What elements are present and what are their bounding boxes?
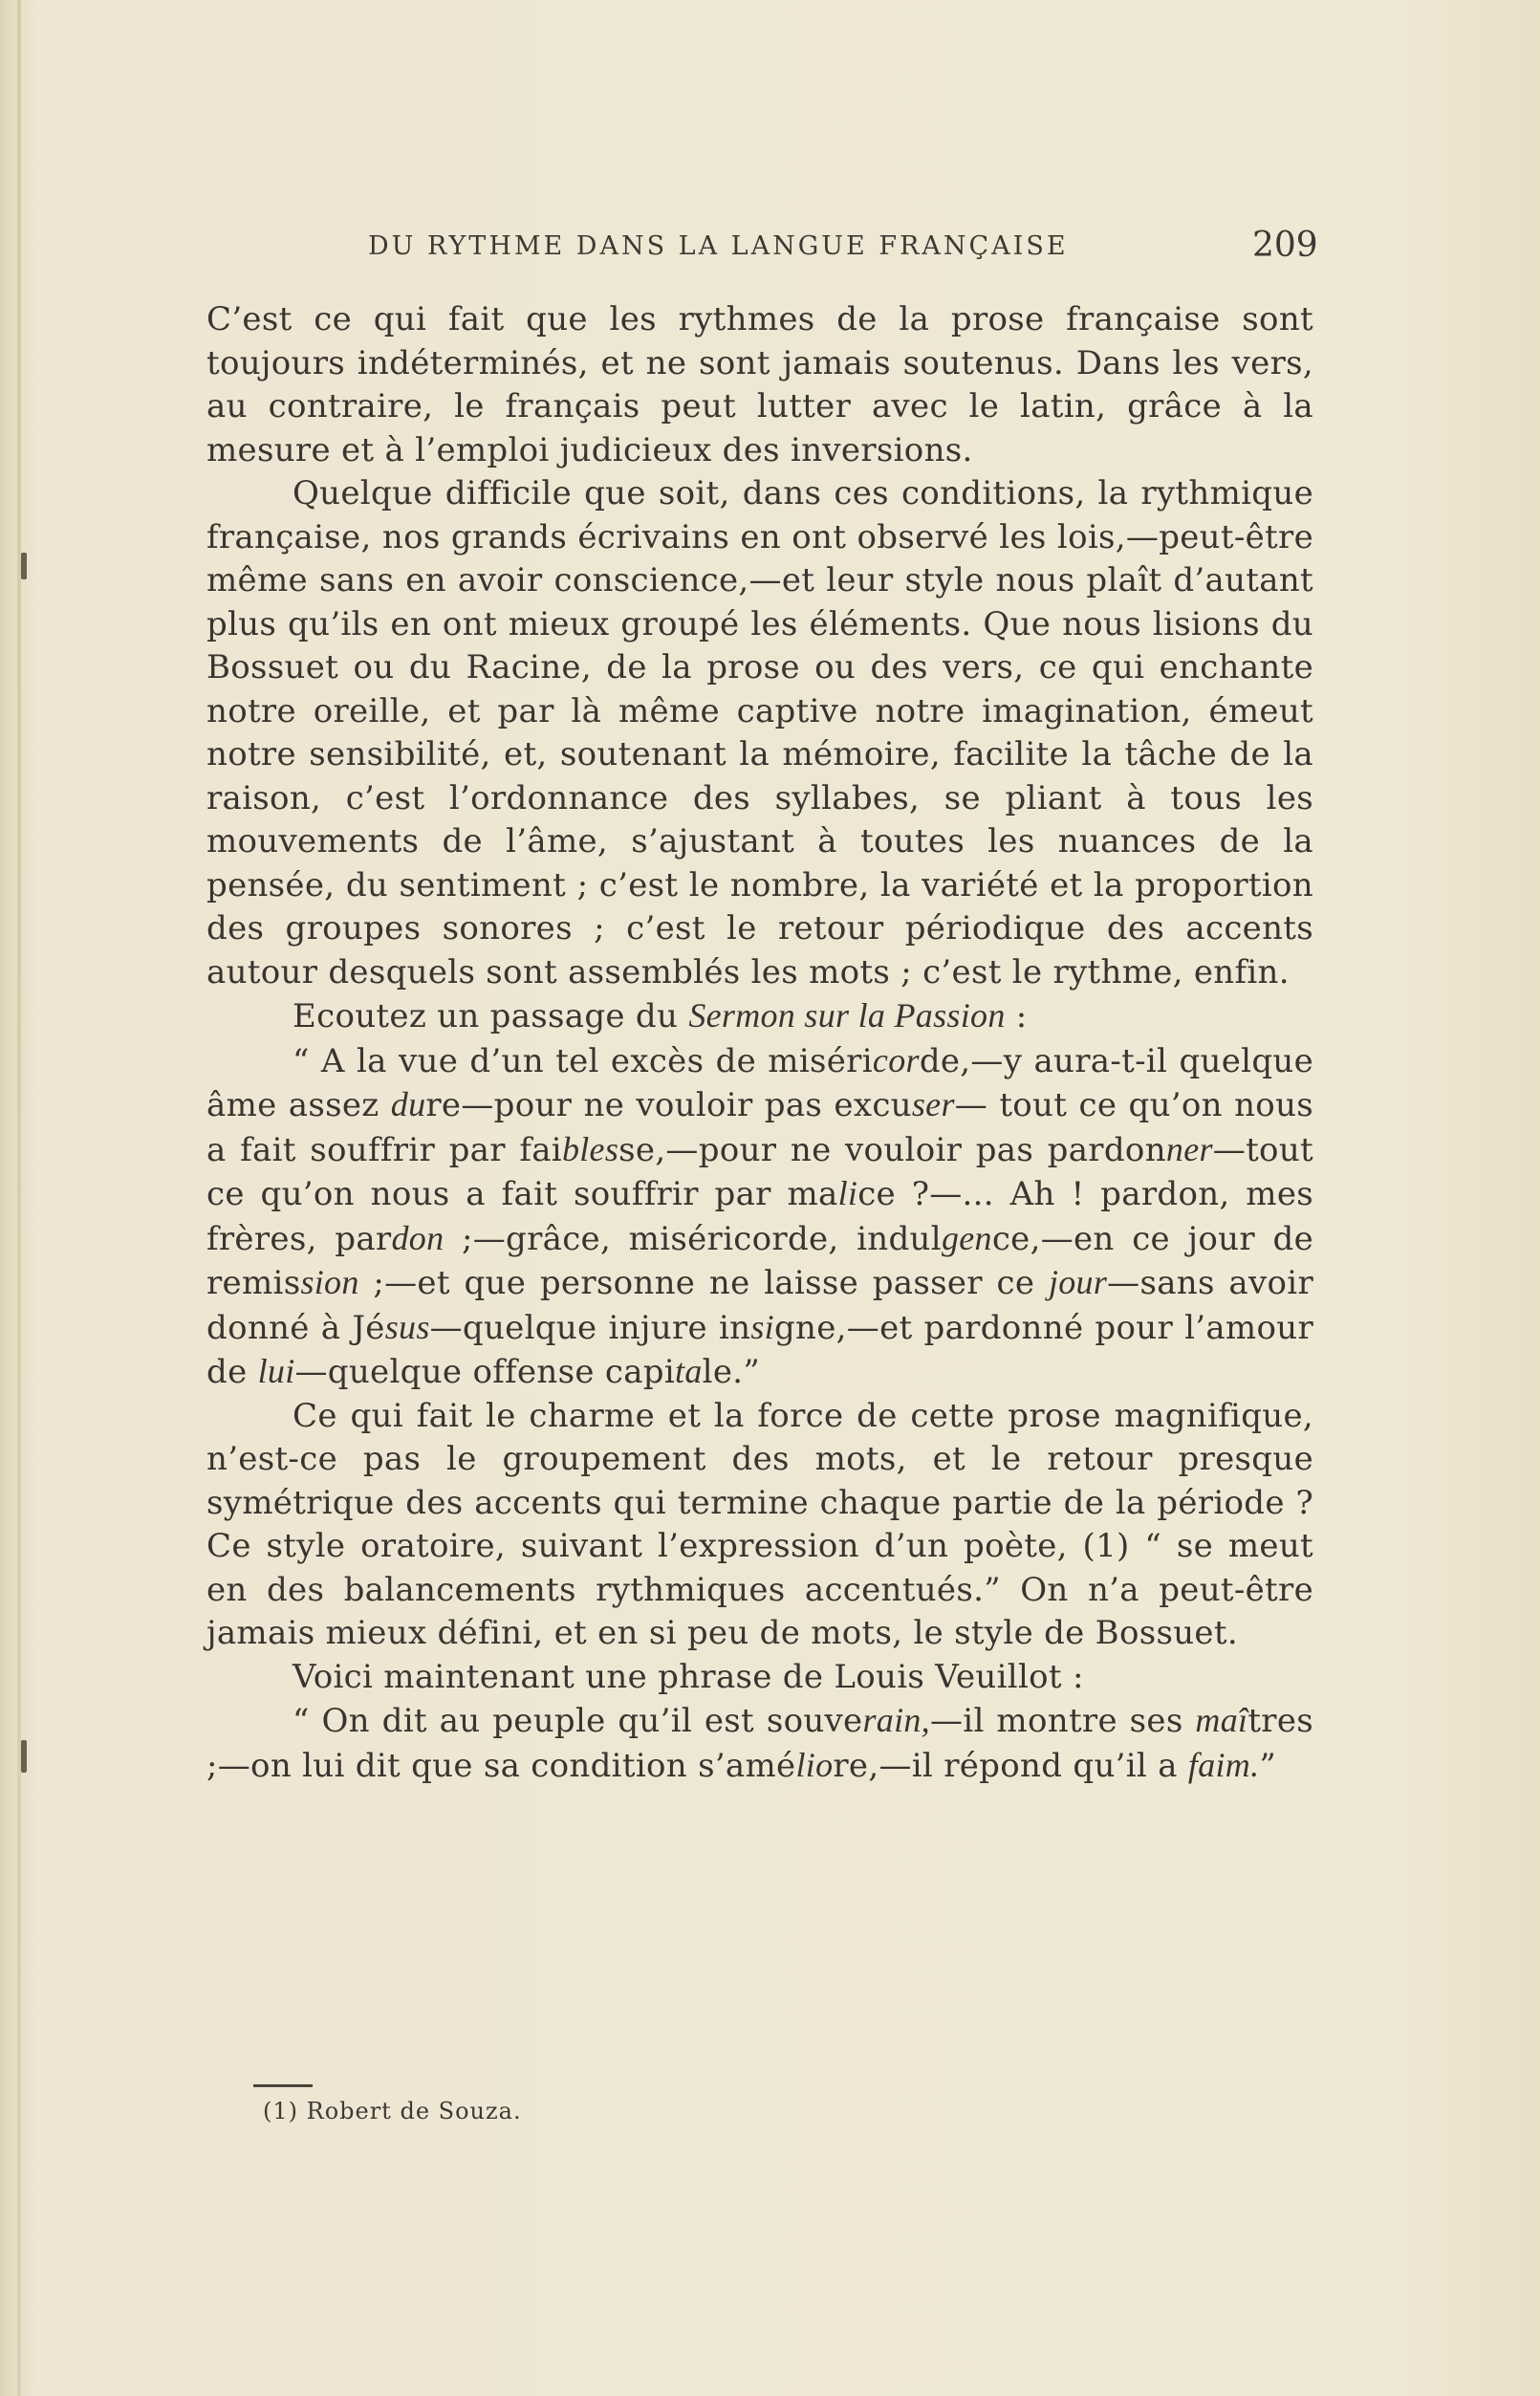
accented-syllable: lio	[795, 1745, 834, 1784]
quote-text: —il montre ses	[929, 1702, 1196, 1740]
quote-text: ;—et que personne ne laisse passer ce	[358, 1264, 1049, 1302]
accented-syllable: maî	[1195, 1701, 1248, 1739]
quote-text: —tout ce qu’on nous a fait souffrir par ma	[206, 1130, 1313, 1213]
accented-syllable: bles	[561, 1129, 619, 1168]
paragraph-3	[206, 994, 1313, 1039]
accented-syllable: du	[390, 1085, 426, 1123]
accented-syllable: faim.	[1187, 1745, 1260, 1784]
paragraph-3-tail: :	[1005, 997, 1028, 1035]
quote-text: “ On dit au peuple qu’il est souve	[293, 1702, 863, 1740]
quote-text: —quelque injure in	[429, 1308, 751, 1347]
paragraph-1: C’est ce qui fait que les rythmes de la prose française sont toujours indéterminés, et ne sont jamais soutenus. Dans les vers, au contraire, le français peut lutter avec le latin, grâce à la mesure et à l’emploi judicieux des inversions.	[206, 300, 1313, 469]
accented-syllable: sus	[384, 1307, 430, 1346]
quote-text: ce ?—... Ah ! pardon, mes frères, par	[206, 1175, 1313, 1258]
paragraph-5: Voici maintenant une phrase de Louis Veuillot :	[293, 1657, 1084, 1696]
accented-syllable: ta	[675, 1352, 703, 1390]
accented-syllable: jour	[1048, 1263, 1108, 1301]
accented-syllable: ner	[1165, 1129, 1213, 1168]
quote-text: —quelque offense capi	[294, 1353, 676, 1391]
quote-text: le.”	[702, 1353, 761, 1391]
quote-text: se,—pour ne vouloir pas pardon	[618, 1130, 1166, 1169]
running-head	[206, 226, 1318, 268]
accented-syllable: cor	[872, 1040, 920, 1079]
paragraph-3-lead: Ecoutez un passage du	[293, 997, 689, 1035]
quote-text: — tout ce qu’on nous a fait souffrir par fai	[206, 1086, 1314, 1169]
binding-gutter	[17, 0, 21, 2396]
paragraph-4: Ce qui fait le charme et la force de cette prose magnifique, n’est-ce pas le groupement des mots, et le retour presque symétrique des accents qui termine chaque partie de la période ? Ce style oratoire, suivant l’expression d’un poète, (1) “ se meut en des balancements rythmiques accentués.” On n’a peut-être jamais mieux défini, et en si peu de mots, le style de Bossuet.	[206, 1396, 1313, 1652]
quote-text: gne,—et pardonné pour l’amour de	[206, 1308, 1313, 1391]
quote-text: ce,—en ce jour de remis	[206, 1219, 1313, 1302]
accented-syllable: li	[837, 1174, 858, 1212]
quote-text: de,—y aura-t-il quelque âme assez	[206, 1041, 1314, 1124]
quote-text: ”	[1259, 1746, 1277, 1785]
accented-syllable: lui	[257, 1352, 295, 1390]
paragraph-2: Quelque difficile que soit, dans ces conditions, la rythmique française, nos grands écrivains en ont observé les lois,—peut-être même sans en avoir conscience,—et leur style nous plaît d’autant plus qu’ils en ont mieux groupé les éléments. Que nous lisions du Bossuet ou du Racine, de la prose ou des vers, ce qui enchante notre oreille, et par là même captive notre imagination, émeut notre sensibilité, et, soutenant la mémoire, facilite la tâche de la raison, c’est l’ordonnance des syllabes, se pliant à tous les mouvements de l’âme, s’ajustant à toutes les nuances de la pensée, du sentiment ; c’est le nombre, la variété et la proportion des groupes sonores ; c’est le retour périodique des accents autour desquels sont assemblés les mots ; c’est le rythme, enfin.	[206, 474, 1313, 991]
veuillot-quote	[206, 1699, 1313, 1788]
margin-ink-mark	[21, 1740, 27, 1773]
quote-text: tres ;—on lui dit que sa condition s’amé	[206, 1702, 1313, 1785]
quote-text: “ A la vue d’un tel excès de miséri	[293, 1041, 873, 1080]
quote-text: ;—grâce, miséricorde, indul	[444, 1219, 942, 1258]
footnote: (1) Robert de Souza.	[263, 2098, 522, 2124]
accented-syllable: rain,	[862, 1701, 930, 1739]
quote-text: re,—il répond qu’il a	[833, 1746, 1188, 1785]
accented-syllable: si	[750, 1307, 774, 1346]
accented-syllable: don	[391, 1218, 445, 1257]
accented-syllable: gen	[941, 1218, 992, 1257]
running-title: DU RYTHME DANS LA LANGUE FRANÇAISE	[368, 231, 1069, 261]
accented-syllable: ser	[911, 1085, 955, 1123]
bossuet-quote	[206, 1039, 1313, 1395]
accented-syllable: sion	[300, 1263, 359, 1301]
quote-text: —sans avoir donné à Jé	[206, 1264, 1313, 1347]
body-text	[206, 298, 1313, 1788]
page-number: 209	[1252, 226, 1318, 265]
quote-text: re—pour ne vouloir pas excu	[425, 1086, 912, 1124]
margin-ink-mark	[21, 553, 27, 579]
footnote-rule	[253, 2084, 313, 2087]
sermon-title: Sermon sur la Passion	[688, 996, 1006, 1035]
